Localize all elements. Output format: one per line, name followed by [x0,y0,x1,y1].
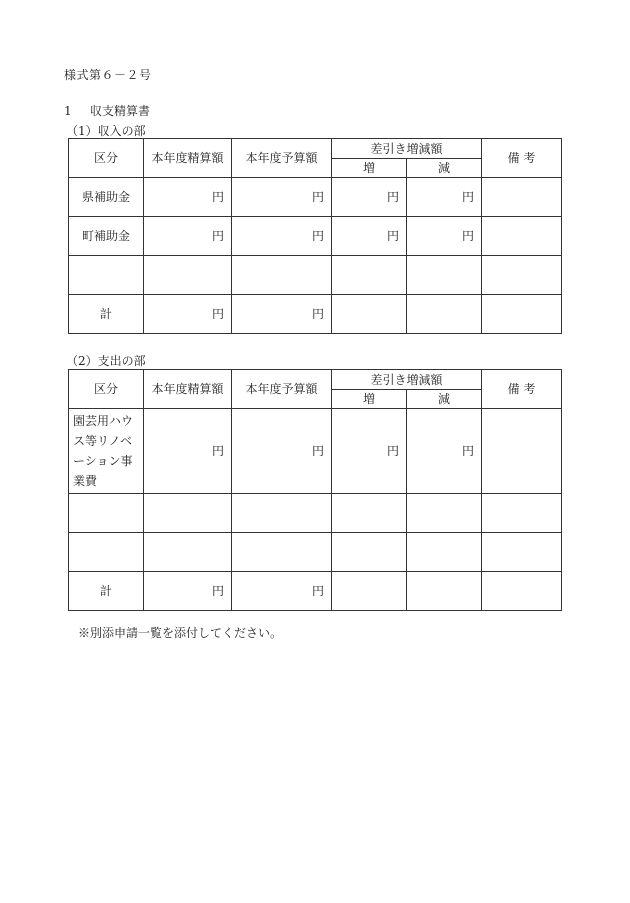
header-difference: 差引き増減額 [332,370,482,390]
header-budget: 本年度予算額 [232,370,332,409]
row-increase: 円 [332,217,407,256]
row-actual: 円 [144,217,232,256]
header-actual: 本年度精算額 [144,139,232,178]
row-remarks [482,217,562,256]
expense-heading: （2）支出の部 [66,354,146,368]
total-decrease [407,295,482,334]
row-budget [232,256,332,295]
row-category: 町補助金 [69,217,144,256]
row-budget: 円 [232,409,332,494]
row-decrease [407,256,482,295]
header-decrease: 減 [407,159,482,178]
header-category: 区分 [69,370,144,409]
row-remarks [482,494,562,533]
row-decrease: 円 [407,217,482,256]
total-actual: 円 [144,572,232,611]
income-table [68,138,562,334]
row-decrease [407,533,482,572]
row-actual [144,533,232,572]
expense-table [68,369,562,611]
total-budget: 円 [232,295,332,334]
table-row [69,409,562,494]
total-row [69,295,562,334]
row-decrease: 円 [407,409,482,494]
row-category: 県補助金 [69,178,144,217]
table-row [69,217,562,256]
section-title [64,102,150,119]
header-budget: 本年度予算額 [232,139,332,178]
header-actual: 本年度精算額 [144,370,232,409]
section-number: 1 [64,104,72,118]
income-heading: （1）収入の部 [66,124,146,138]
row-category [69,533,144,572]
row-remarks [482,409,562,494]
table-row [69,533,562,572]
total-budget: 円 [232,572,332,611]
income-header-row [69,139,562,159]
total-increase [332,572,407,611]
total-remarks [482,295,562,334]
header-difference: 差引き増減額 [332,139,482,159]
total-row [69,572,562,611]
row-actual [144,256,232,295]
total-actual: 円 [144,295,232,334]
header-category: 区分 [69,139,144,178]
total-decrease [407,572,482,611]
total-label: 計 [69,572,144,611]
row-actual: 円 [144,409,232,494]
row-budget [232,494,332,533]
row-increase [332,533,407,572]
row-actual: 円 [144,178,232,217]
expense-header-row [69,370,562,390]
row-remarks [482,178,562,217]
total-label: 計 [69,295,144,334]
header-increase: 増 [332,159,407,178]
row-budget [232,533,332,572]
form-number: 様式第６－２号 [64,68,152,82]
row-category [69,494,144,533]
row-remarks [482,256,562,295]
row-budget: 円 [232,178,332,217]
section-title-text: 収支精算書 [90,104,151,118]
header-increase: 増 [332,390,407,409]
row-remarks [482,533,562,572]
row-actual [144,494,232,533]
table-row [69,256,562,295]
row-category: 園芸用ハウス等リノベーション事業費 [69,409,144,494]
attachment-note: ※別添申請一覧を添付してください。 [78,626,283,640]
header-decrease: 減 [407,390,482,409]
header-remarks: 備 考 [482,139,562,178]
table-row [69,494,562,533]
row-increase: 円 [332,409,407,494]
row-decrease [407,494,482,533]
row-increase: 円 [332,178,407,217]
total-increase [332,295,407,334]
table-row [69,178,562,217]
row-decrease: 円 [407,178,482,217]
header-remarks: 備 考 [482,370,562,409]
total-remarks [482,572,562,611]
row-increase [332,494,407,533]
row-budget: 円 [232,217,332,256]
row-category [69,256,144,295]
row-increase [332,256,407,295]
